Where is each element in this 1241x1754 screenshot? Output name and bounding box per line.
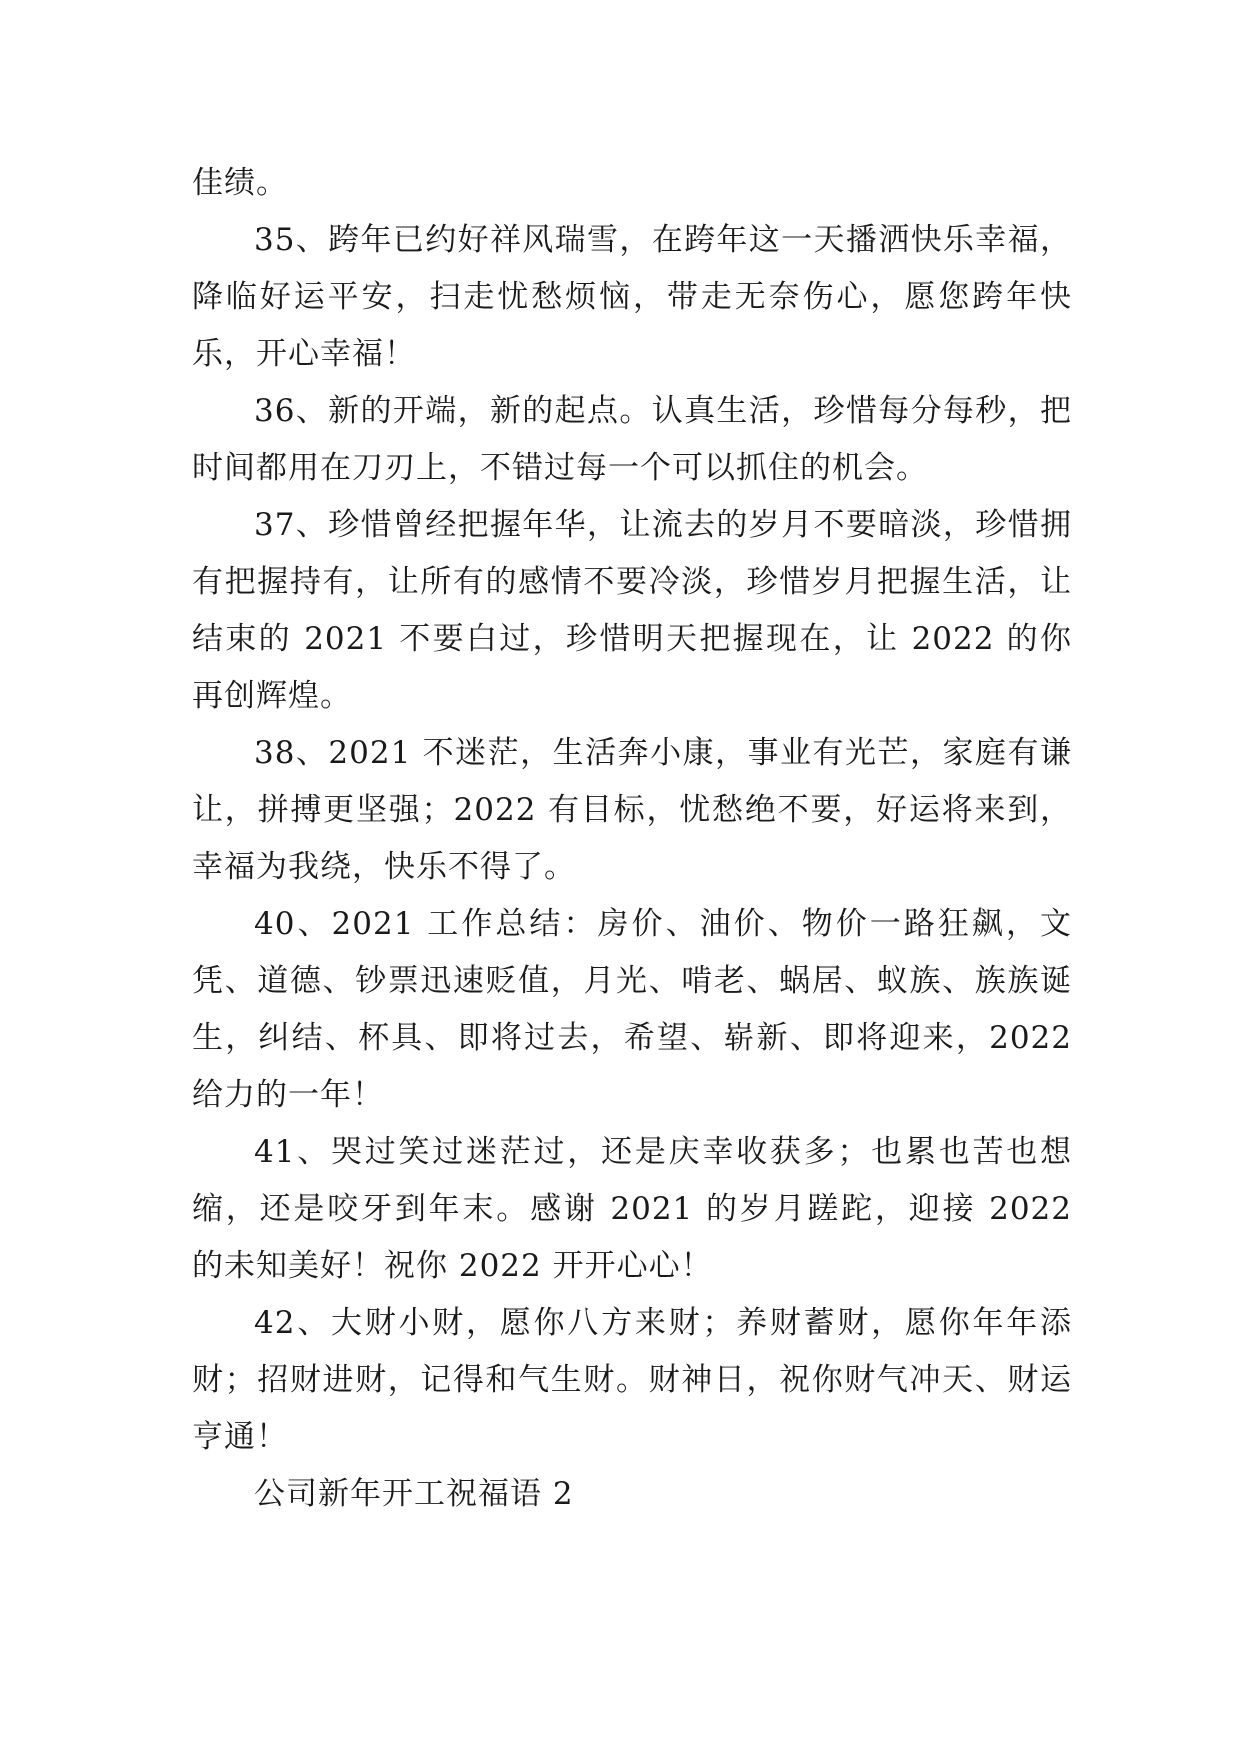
paragraph-38: 38、2021 不迷茫，生活奔小康，事业有光芒，家庭有谦让，拼搏更坚强；2022 有目标，忧愁绝不要，好运将来到，幸福为我绕，快乐不得了。 bbox=[192, 735, 1072, 885]
paragraph-35: 35、跨年已约好祥风瑞雪，在跨年这一天播洒快乐幸福，降临好运平安，扫走忧愁烦恼，带走无奈伤心，愿您跨年快乐，开心幸福！ bbox=[192, 222, 1072, 372]
section-heading: 公司新年开工祝福语 2 bbox=[254, 1476, 574, 1512]
paragraph-42: 42、大财小财，愿你八方来财；养财蓄财，愿你年年添财；招财进财，记得和气生财。财神日，祝你财气冲天、财运亨通！ bbox=[192, 1305, 1072, 1455]
paragraph-41: 41、哭过笑过迷茫过，还是庆幸收获多；也累也苦也想缩，还是咬牙到年末。感谢 2021 的岁月蹉跎，迎接 2022 的未知美好！祝你 2022 开开心心！ bbox=[192, 1134, 1072, 1284]
document-body bbox=[192, 155, 1072, 1523]
paragraph-continuation: 佳绩。 bbox=[192, 165, 288, 201]
paragraph-37: 37、珍惜曾经把握年华，让流去的岁月不要暗淡，珍惜拥有把握持有，让所有的感情不要冷淡，珍惜岁月把握生活，让结束的 2021 不要白过，珍惜明天把握现在，让 2022 的你再创辉煌。 bbox=[192, 507, 1072, 714]
paragraph-36: 36、新的开端，新的起点。认真生活，珍惜每分每秒，把时间都用在刀刃上，不错过每一个可以抓住的机会。 bbox=[192, 393, 1072, 486]
paragraph-40: 40、2021 工作总结：房价、油价、物价一路狂飙，文凭、道德、钞票迅速贬值，月光、啃老、蜗居、蚁族、族族诞生，纠结、杯具、即将过去，希望、崭新、即将迎来，2022 给力的一年！ bbox=[192, 906, 1072, 1113]
